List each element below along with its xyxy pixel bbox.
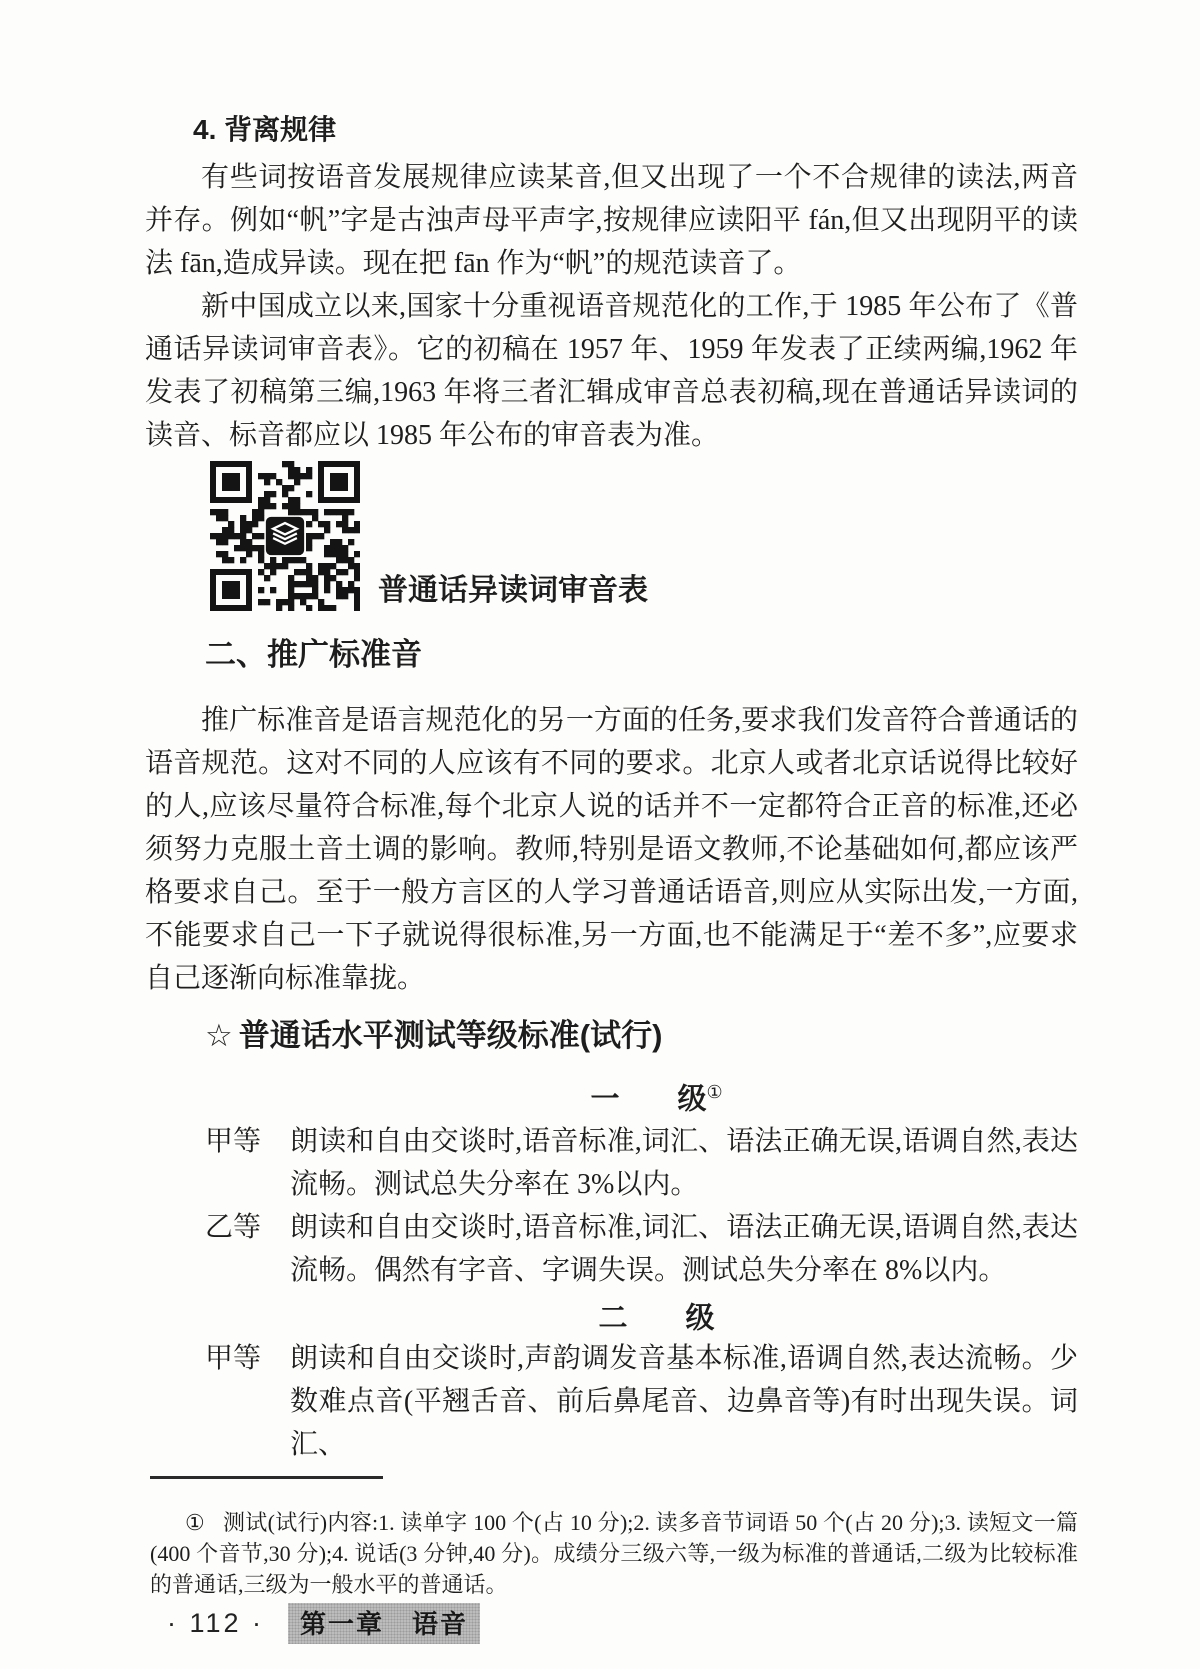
grade-row-level2-jia [205, 1337, 1078, 1466]
star-heading [205, 1016, 1078, 1056]
qr-code-icon [210, 461, 360, 611]
qr-figure [210, 459, 1078, 611]
page-number: · 112 · [167, 1607, 265, 1638]
grade-row-level1-yi [205, 1206, 1078, 1292]
grade-label: 乙等 [205, 1211, 262, 1243]
grade-label: 甲等 [205, 1125, 262, 1157]
qr-caption: 普通话异读词审音表 [378, 574, 648, 607]
footnote-text: 测试(试行)内容:1. 读单字 100 个(占 10 分);2. 读多音节词语 50 个(占 20 分);3. 读短文一篇(400 个音节,30 分);4. 说话(3 分钟,40 分)。成绩分三级六等,一级为标准的普通话,二级为比较标准的普通话,三级为一般水平的普通话。 [150, 1510, 1078, 1598]
grade-text: 朗读和自由交谈时,语音标准,词汇、语法正确无误,语调自然,表达流畅。测试总失分率在 3%以内。 [290, 1125, 1078, 1200]
star-heading-title: 普通话水平测试等级标准(试行) [238, 1018, 663, 1053]
grade-row-level1-jia [205, 1120, 1078, 1206]
footnote-ref-icon: ① [706, 1082, 723, 1102]
footnote-marker: ① [185, 1510, 206, 1536]
grade-text: 朗读和自由交谈时,语音标准,词汇、语法正确无误,语调自然,表达流畅。偶然有字音、字调失误。测试总失分率在 8%以内。 [290, 1211, 1078, 1286]
level-2-heading: 二 级 [598, 1302, 715, 1335]
page-footer [145, 1605, 1078, 1641]
level-1-heading: 一 级① [590, 1082, 723, 1116]
subsection-heading: 4. 背离规律 [193, 114, 337, 145]
footnote [150, 1507, 1078, 1600]
chapter-badge: 第一章 语音 [288, 1603, 480, 1644]
grade-label: 甲等 [205, 1343, 262, 1375]
paragraph-shenyinbiao: 新中国成立以来,国家十分重视语音规范化的工作,于 1985 年公布了《普通话异读词审音表》。它的初稿在 1957 年、1959 年发表了正续两编,1962 年发表了初稿第三编,1963 年将三者汇辑成审音总表初稿,现在普通话异读词的读音、标音都应以 1985 年公布的审音表为准。 [145, 291, 1078, 451]
star-icon: ☆ [205, 1018, 233, 1053]
page-content [145, 0, 1078, 1641]
grade-text: 朗读和自由交谈时,声韵调发音基本标准,语调自然,表达流畅。少数难点音(平翘舌音、前后鼻尾音、边鼻音等)有时出现失误。词汇、 [290, 1343, 1078, 1461]
section-heading: 二、推广标准音 [205, 637, 422, 672]
paragraph-standard-pronunciation: 推广标准音是语言规范化的另一方面的任务,要求我们发音符合普通话的语音规范。这对不同的人应该有不同的要求。北京人或者北京话说得比较好的人,应该尽量符合标准,每个北京人说的话并不一定都符合正音的标准,还必须努力克服土音土调的影响。教师,特别是语文教师,不论基础如何,都应该严格要求自己。至于一般方言区的人学习普通话语音,则应从实际出发,一方面,不能要求自己一下子就说得很标准,另一方面,也不能满足于“差不多”,应要求自己逐渐向标准靠拢。 [145, 705, 1078, 994]
footnote-divider [150, 1476, 383, 1479]
paragraph-rule-deviation: 有些词按语音发展规律应读某音,但又出现了一个不合规律的读法,两音并存。例如“帆”字是古浊声母平声字,按规律应读阳平 fán,但又出现阴平的读法 fān,造成异读。现在把 fān 作为“帆”的规范读音了。 [145, 162, 1078, 279]
